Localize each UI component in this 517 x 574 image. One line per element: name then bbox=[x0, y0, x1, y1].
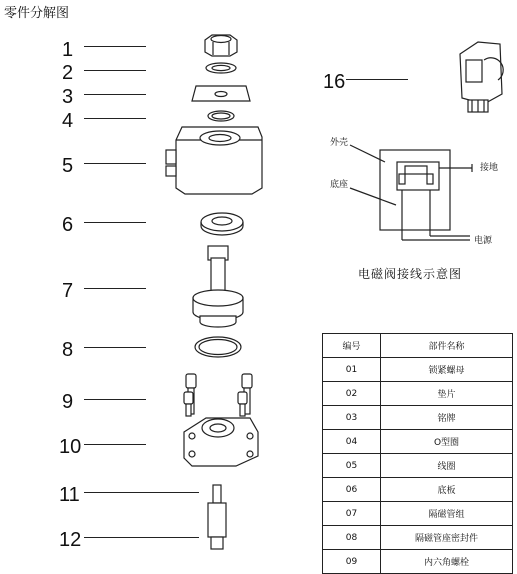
part-number: 04 bbox=[323, 430, 381, 454]
ground-label: 接地 bbox=[480, 163, 499, 173]
part-number: 01 bbox=[323, 358, 381, 382]
page-title: 零件分解图 bbox=[4, 6, 70, 21]
hex-bolts-drawing bbox=[184, 374, 252, 416]
lock-nut-drawing bbox=[205, 35, 237, 56]
callout-6: 6 bbox=[62, 214, 74, 236]
wiring-caption: 电磁阀接线示意图 bbox=[358, 267, 463, 281]
callout-7: 7 bbox=[62, 280, 74, 302]
callout-10: 10 bbox=[59, 436, 82, 458]
coil-drawing bbox=[166, 127, 262, 194]
table-row bbox=[323, 430, 513, 454]
header-number: 编号 bbox=[323, 334, 381, 358]
part-number: 02 bbox=[323, 382, 381, 406]
callout-1: 1 bbox=[62, 39, 74, 61]
part-name: 垫片 bbox=[381, 382, 513, 406]
base-label: 底座 bbox=[330, 180, 349, 190]
part-number: 06 bbox=[323, 478, 381, 502]
wiring-diagram bbox=[350, 145, 472, 240]
plug-connector-drawing bbox=[460, 42, 503, 112]
table-row bbox=[323, 454, 513, 478]
callout-16: 16 bbox=[323, 71, 346, 93]
seal-ring-drawing bbox=[195, 337, 241, 357]
header-part-name: 部件名称 bbox=[381, 334, 513, 358]
part-name: 隔磁管组 bbox=[381, 502, 513, 526]
table-row bbox=[323, 502, 513, 526]
valve-body-drawing bbox=[184, 418, 258, 466]
part-name: O型圈 bbox=[381, 430, 513, 454]
callout-5: 5 bbox=[62, 155, 74, 177]
table-row bbox=[323, 382, 513, 406]
callout-9: 9 bbox=[62, 391, 74, 413]
callout-8: 8 bbox=[62, 339, 74, 361]
power-label: 电源 bbox=[474, 236, 493, 246]
part-number: 07 bbox=[323, 502, 381, 526]
callout-12: 12 bbox=[59, 529, 82, 551]
table-row bbox=[323, 526, 513, 550]
shell-label: 外壳 bbox=[330, 138, 349, 148]
part-number: 05 bbox=[323, 454, 381, 478]
callout-3: 3 bbox=[62, 86, 74, 108]
part-name: 底板 bbox=[381, 478, 513, 502]
part-name: 线圈 bbox=[381, 454, 513, 478]
part-number: 03 bbox=[323, 406, 381, 430]
part-number: 09 bbox=[323, 550, 381, 574]
part-name: 铭牌 bbox=[381, 406, 513, 430]
part-name: 锁紧螺母 bbox=[381, 358, 513, 382]
part-name: 隔磁管座密封件 bbox=[381, 526, 513, 550]
armature-tube-drawing bbox=[193, 246, 243, 327]
base-plate-drawing bbox=[201, 213, 243, 235]
table-header-row bbox=[323, 334, 513, 358]
table-row bbox=[323, 478, 513, 502]
plunger-drawing bbox=[208, 485, 226, 549]
o-ring-drawing bbox=[208, 111, 234, 121]
nameplate-drawing bbox=[192, 86, 250, 101]
parts-table bbox=[322, 333, 513, 574]
washer-drawing bbox=[206, 63, 236, 73]
callout-4: 4 bbox=[62, 110, 74, 132]
table-row bbox=[323, 550, 513, 574]
part-number: 08 bbox=[323, 526, 381, 550]
callout-11: 11 bbox=[59, 484, 80, 506]
part-name: 内六角螺栓 bbox=[381, 550, 513, 574]
table-row bbox=[323, 358, 513, 382]
table-row bbox=[323, 406, 513, 430]
callout-2: 2 bbox=[62, 62, 74, 84]
